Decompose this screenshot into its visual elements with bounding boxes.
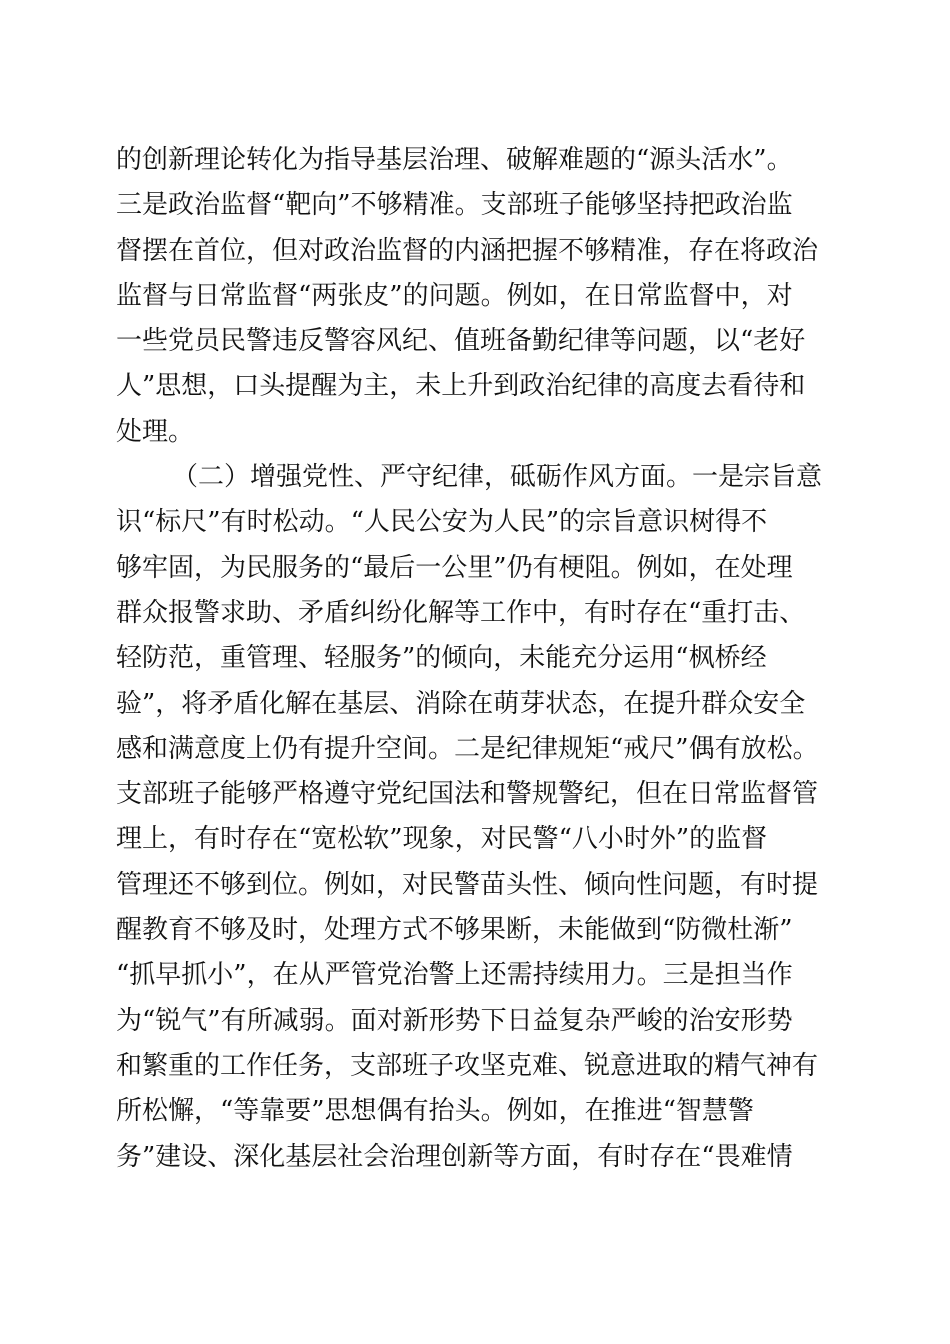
text-line: 群众报警求助、矛盾纠纷化解等工作中，有时存在“重打击、 bbox=[116, 597, 806, 628]
text-line: 感和满意度上仍有提升空间。二是纪律规矩“戒尺”偶有放松。 bbox=[116, 733, 819, 764]
text-line: 一些党员民警违反警容风纪、值班备勤纪律等问题，以“老好 bbox=[116, 326, 806, 357]
text-line: 务”建设、深化基层社会治理创新等方面，有时存在“畏难情 bbox=[116, 1141, 793, 1172]
text-line: 处理。 bbox=[116, 416, 195, 447]
text-line: 验”，将矛盾化解在基层、消除在萌芽状态，在提升群众安全 bbox=[116, 688, 806, 719]
text-line: 人”思想，口头提醒为主，未上升到政治纪律的高度去看待和 bbox=[116, 371, 806, 402]
text-line: 轻防范，重管理、轻服务”的倾向，未能充分运用“枫桥经 bbox=[116, 643, 767, 674]
text-line: 够牢固，为民服务的“最后一公里”仍有梗阻。例如，在处理 bbox=[116, 552, 793, 583]
text-line: 支部班子能够严格遵守党纪国法和警规警纪，但在日常监督管 bbox=[116, 779, 819, 810]
text-line: 所松懈，“等靠要”思想偶有抬头。例如，在推进“智慧警 bbox=[116, 1096, 754, 1127]
text-line: 和繁重的工作任务，支部班子攻坚克难、锐意进取的精气神有 bbox=[116, 1050, 819, 1081]
text-line: 三是政治监督“靶向”不够精准。支部班子能够坚持把政治监 bbox=[116, 190, 793, 221]
text-line: 管理还不够到位。例如，对民警苗头性、倾向性问题，有时提 bbox=[116, 869, 819, 900]
text-line: 督摆在首位，但对政治监督的内涵把握不够精准，存在将政治 bbox=[116, 235, 819, 266]
text-line: 理上，有时存在“宽松软”现象，对民警“八小时外”的监督 bbox=[116, 824, 768, 855]
text-line: 识“标尺”有时松动。“人民公安为人民”的宗旨意识树得不 bbox=[116, 507, 768, 538]
text-line: 醒教育不够及时，处理方式不够果断，未能做到“防微杜渐” bbox=[116, 915, 793, 946]
text-line: 的创新理论转化为指导基层治理、破解难题的“源头活水”。 bbox=[116, 145, 793, 175]
text-line: 为“锐气”有所减弱。面对新形势下日益复杂严峻的治安形势 bbox=[116, 1005, 793, 1036]
body-text bbox=[116, 138, 832, 1180]
section-heading-line: （二）增强党性、严守纪律，砥砺作风方面。一是宗旨意 bbox=[172, 462, 823, 493]
text-line: 监督与日常监督“两张皮”的问题。例如，在日常监督中，对 bbox=[116, 280, 793, 311]
text-line: “抓早抓小”，在从严管党治警上还需持续用力。三是担当作 bbox=[116, 960, 793, 991]
